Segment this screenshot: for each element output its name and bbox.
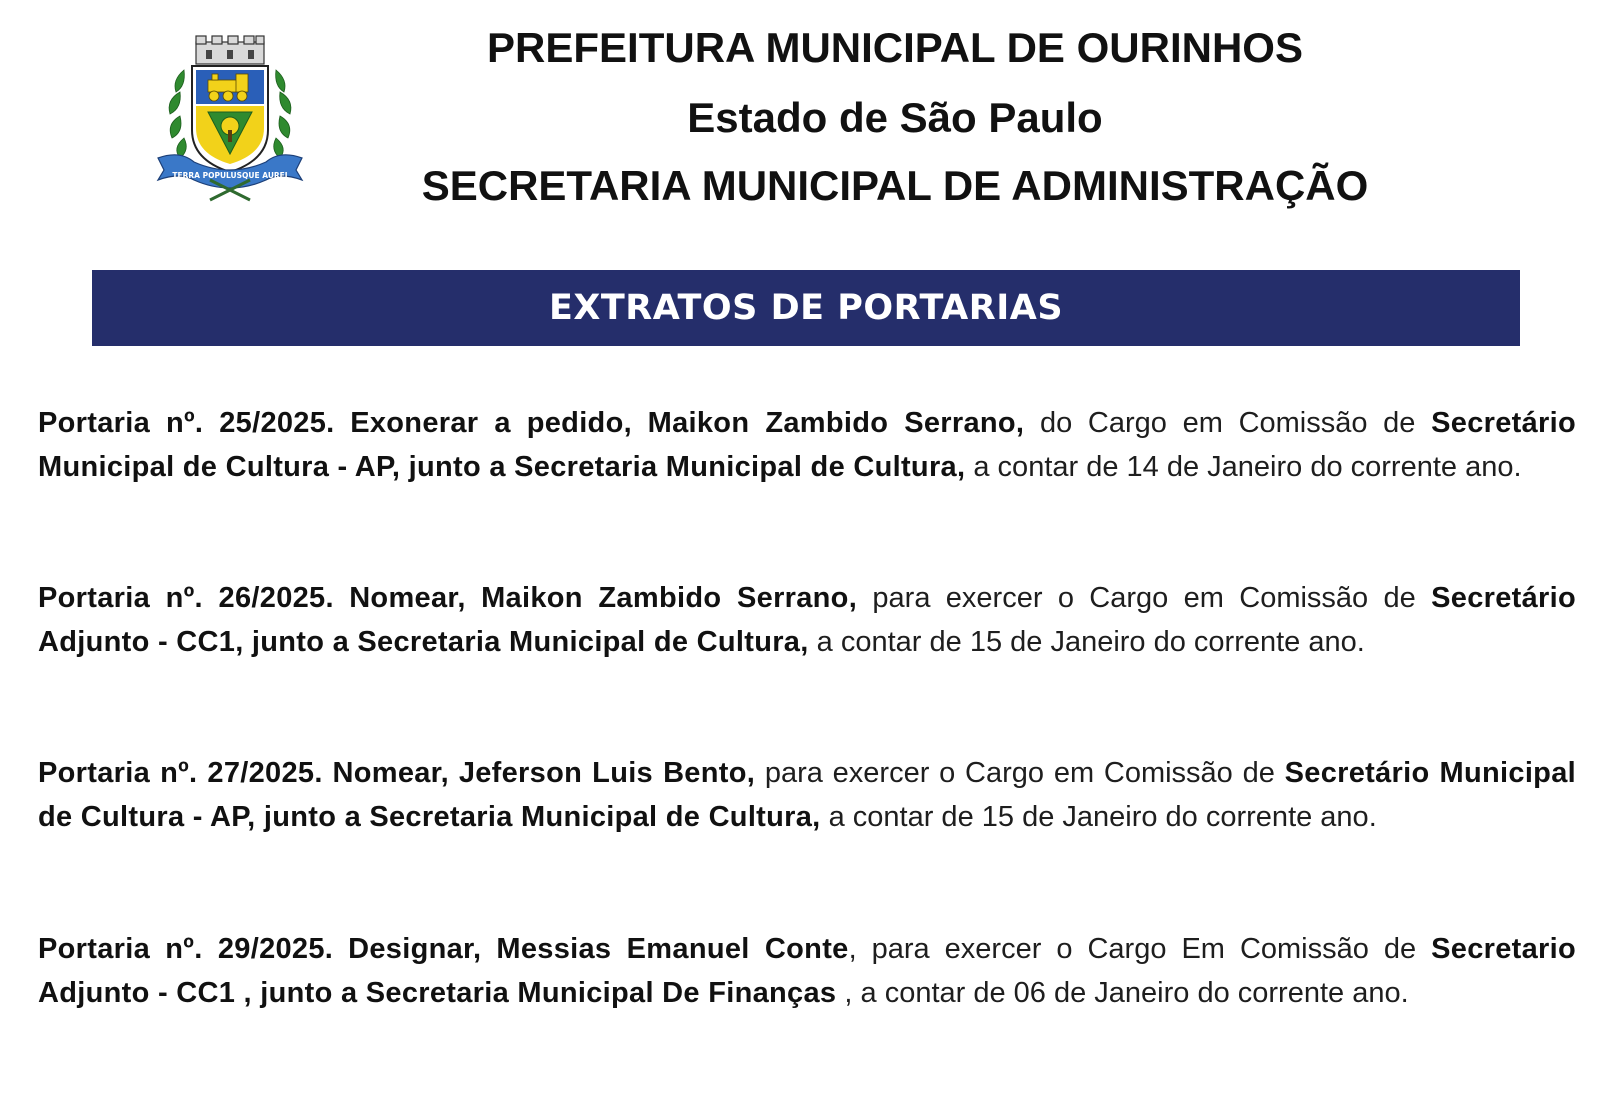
portaria-action: Nomear, bbox=[349, 582, 466, 614]
portaria-entry bbox=[38, 576, 1576, 664]
portaria-number: Portaria nº. 26/2025. bbox=[38, 582, 334, 614]
portaria-person: Jeferson Luis Bento, bbox=[458, 757, 756, 789]
portaria-person: Maikon Zambido Serrano, bbox=[647, 407, 1025, 439]
portaria-person: Messias Emanuel Conte bbox=[496, 933, 849, 965]
portaria-action: Nomear, bbox=[332, 757, 450, 789]
portaria-date-text: a contar de 15 de Janeiro do corrente ano. bbox=[828, 801, 1377, 833]
portaria-role: Secretário Municipal de Cultura - AP, junto a Secretaria Municipal de Cultura, bbox=[38, 757, 1576, 833]
portaria-role: Secretario Adjunto - CC1 , junto a Secretaria Municipal De Finanças bbox=[38, 933, 1576, 1009]
portaria-action: Designar, bbox=[348, 933, 482, 965]
portaria-person: Maikon Zambido Serrano, bbox=[481, 582, 858, 614]
portaria-date-text: a contar de 15 de Janeiro do corrente ano. bbox=[816, 626, 1365, 658]
header-prefeitura: PREFEITURA MUNICIPAL DE OURINHOS bbox=[487, 24, 1303, 71]
portaria-entry bbox=[38, 751, 1576, 839]
portaria-number: Portaria nº. 27/2025. bbox=[38, 757, 323, 789]
portaria-date-text: , a contar de 06 de Janeiro do corrente ano. bbox=[844, 977, 1409, 1009]
portaria-text: do Cargo em Comissão de bbox=[1039, 407, 1416, 439]
portaria-entry bbox=[38, 927, 1576, 1015]
portaria-date-text: a contar de 14 de Janeiro do corrente ano. bbox=[973, 451, 1522, 483]
header-secretaria: SECRETARIA MUNICIPAL DE ADMINISTRAÇÃO bbox=[421, 162, 1369, 209]
section-title-banner: EXTRATOS DE PORTARIAS bbox=[92, 270, 1520, 346]
portaria-text: para exercer o Cargo em Comissão de bbox=[872, 582, 1416, 614]
portaria-role: Secretário Adjunto - CC1, junto a Secretaria Municipal de Cultura, bbox=[38, 582, 1576, 658]
municipal-crest-logo bbox=[150, 30, 310, 202]
portaria-text: , para exercer o Cargo Em Comissão de bbox=[848, 933, 1417, 965]
portaria-action: Exonerar a pedido, bbox=[350, 407, 632, 439]
portaria-text: para exercer o Cargo em Comissão de bbox=[764, 757, 1275, 789]
crest-motto: TERRA POPULUSQUE AUREI bbox=[172, 171, 288, 180]
portaria-number: Portaria nº. 25/2025. bbox=[38, 407, 335, 439]
portaria-role: Secretário Municipal de Cultura - AP, junto a Secretaria Municipal de Cultura, bbox=[38, 407, 1576, 483]
portaria-entry bbox=[38, 401, 1576, 489]
header-estado: Estado de São Paulo bbox=[687, 94, 1103, 141]
portaria-number: Portaria nº. 29/2025. bbox=[38, 933, 334, 965]
